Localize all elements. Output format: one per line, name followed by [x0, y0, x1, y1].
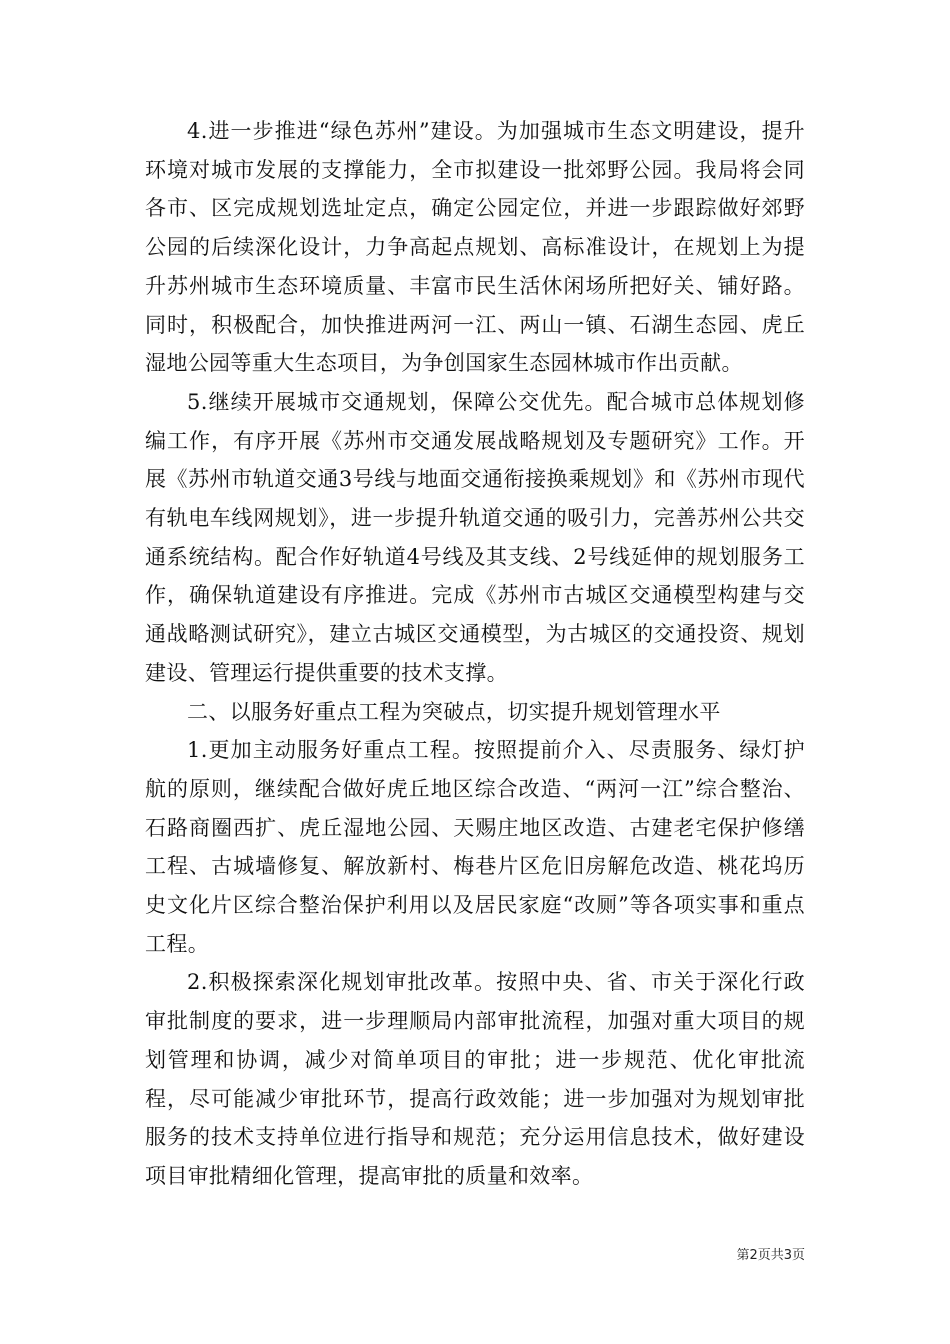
document-body [145, 112, 805, 1196]
page-number-footer: 第2页共3页 [736, 1248, 805, 1263]
paragraph-key-projects-service: 1.更加主动服务好重点工程。按照提前介入、尽责服务、绿灯护航的原则，继续配合做好虎丘地区综合改造、“两河一江”综合整治、石路商圈西扩、虎丘湿地公园、天赐庄地区改造、古建老宅保护修缮工程、古城墙修复、解放新村、梅巷片区危旧房解危改造、桃花坞历史文化片区综合整治保护利用以及居民家庭“改厕”等各项实事和重点工程。 [145, 738, 805, 956]
section-heading-key-projects: 二、以服务好重点工程为突破点，切实提升规划管理水平 [187, 699, 721, 724]
paragraph-green-suzhou: 4.进一步推进“绿色苏州”建设。为加强城市生态文明建设，提升环境对城市发展的支撑能力，全市拟建设一批郊野公园。我局将会同各市、区完成规划选址定点，确定公园定位，并进一步跟踪做好郊野公园的后续深化设计，力争高起点规划、高标准设计，在规划上为提升苏州城市生态环境质量、丰富市民生活休闲场所把好关、铺好路。同时，积极配合，加快推进两河一江、两山一镇、石湖生态园、虎丘湿地公园等重大生态项目，为争创国家生态园林城市作出贡献。 [145, 119, 805, 376]
paragraph-traffic-planning: 5.继续开展城市交通规划，保障公交优先。配合城市总体规划修编工作，有序开展《苏州市交通发展战略规划及专题研究》工作。开展《苏州市轨道交通3号线与地面交通衔接换乘规划》和《苏州市现代有轨电车线网规划》，进一步提升轨道交通的吸引力，完善苏州公共交通系统结构。配合作好轨道4号线及其支线、2号线延伸的规划服务工作，确保轨道建设有序推进。完成《苏州市古城区交通模型构建与交通战略测试研究》，建立古城区交通模型，为古城区的交通投资、规划建设、管理运行提供重要的技术支撑。 [145, 389, 805, 685]
paragraph-approval-reform: 2.积极探索深化规划审批改革。按照中央、省、市关于深化行政审批制度的要求，进一步理顺局内部审批流程，加强对重大项目的规划管理和协调，减少对简单项目的审批；进一步规范、优化审批流程，尽可能减少审批环节，提高行政效能；进一步加强对为规划审批服务的技术支持单位进行指导和规范；充分运用信息技术，做好建设项目审批精细化管理，提高审批的质量和效率。 [145, 970, 805, 1188]
